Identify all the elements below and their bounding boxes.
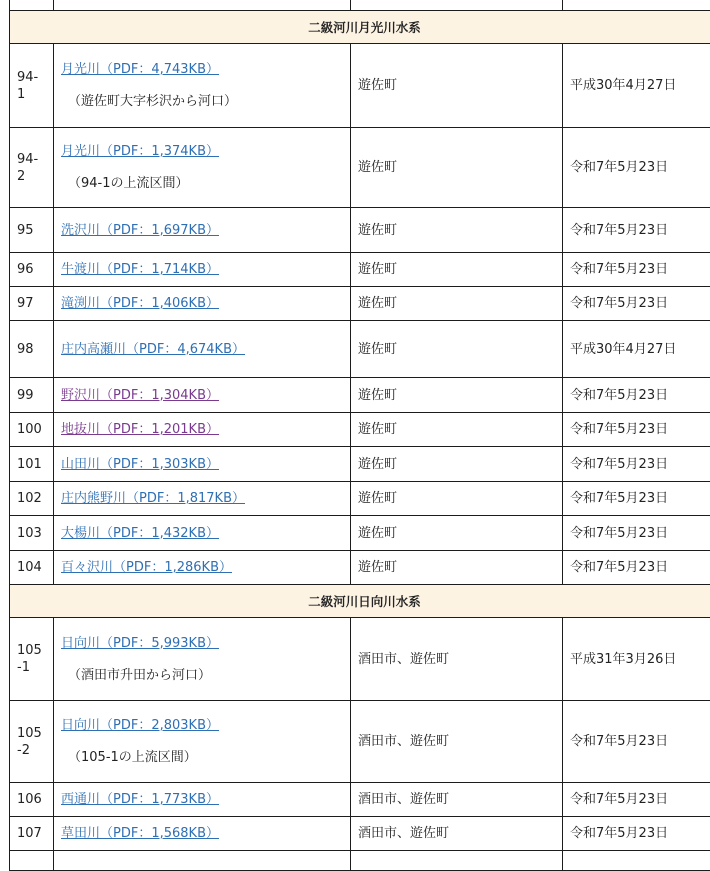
cell-date: 令和7年5月23日 — [563, 817, 710, 851]
cell-area: 遊佐町 — [351, 551, 563, 585]
cell-date: 令和7年5月23日 — [563, 551, 710, 585]
cell-area — [351, 0, 563, 11]
river-pdf-link[interactable]: 滝渕川（PDF：1,406KB） — [61, 296, 219, 311]
table-row — [10, 447, 710, 482]
river-pdf-link[interactable]: 庄内熊野川（PDF：1,817KB） — [61, 491, 245, 506]
table-row — [10, 783, 710, 817]
cell-area: 酒田市、遊佐町 — [351, 701, 563, 783]
cell-area: 酒田市、遊佐町 — [351, 783, 563, 817]
river-pdf-link[interactable]: 大楊川（PDF：1,432KB） — [61, 526, 219, 541]
cell-no: 102 — [10, 482, 54, 516]
cell-date: 令和7年5月23日 — [563, 447, 710, 482]
cell-river — [54, 516, 351, 551]
cell-no: 99 — [10, 378, 54, 413]
cell-date: 令和7年5月23日 — [563, 128, 710, 208]
table-row — [10, 413, 710, 447]
table-row — [10, 321, 710, 378]
cell-area: 遊佐町 — [351, 321, 563, 378]
cell-area: 遊佐町 — [351, 413, 563, 447]
cell-area: 遊佐町 — [351, 253, 563, 287]
cell-area: 遊佐町 — [351, 516, 563, 551]
cell-empty — [563, 851, 710, 871]
river-pdf-link[interactable]: 月光川（PDF：4,743KB） — [61, 62, 219, 77]
cell-river — [54, 44, 351, 128]
table-row — [10, 817, 710, 851]
cell-no: 105-2 — [10, 701, 54, 783]
river-pdf-link[interactable]: 西通川（PDF：1,773KB） — [61, 792, 219, 807]
river-pdf-link[interactable]: 庄内高瀬川（PDF：4,674KB） — [61, 342, 245, 357]
cell-no: 97 — [10, 287, 54, 321]
cell-river — [54, 701, 351, 783]
cell-river — [54, 253, 351, 287]
table-row — [10, 44, 710, 128]
cell-river — [54, 128, 351, 208]
cell-area: 遊佐町 — [351, 128, 563, 208]
table-row — [10, 516, 710, 551]
cell-no: 95 — [10, 208, 54, 253]
table-row-partial — [10, 851, 710, 871]
cell-river — [54, 447, 351, 482]
table-row — [10, 253, 710, 287]
table-row-partial — [10, 0, 710, 11]
cell-date: 令和7年5月23日 — [563, 208, 710, 253]
cell-date: 令和7年5月23日 — [563, 701, 710, 783]
cell-river — [54, 378, 351, 413]
river-pdf-link[interactable]: 山田川（PDF：1,303KB） — [61, 457, 219, 472]
table-row — [10, 618, 710, 701]
cell-no: 106 — [10, 783, 54, 817]
section-note: （遊佐町大字杉沢から河口） — [61, 93, 343, 110]
cell-river — [54, 208, 351, 253]
cell-date — [563, 0, 710, 11]
cell-no — [10, 0, 54, 11]
river-pdf-link[interactable]: 草田川（PDF：1,568KB） — [61, 826, 219, 841]
cell-no: 100 — [10, 413, 54, 447]
cell-date: 令和7年5月23日 — [563, 253, 710, 287]
cell-area: 遊佐町 — [351, 44, 563, 128]
cell-river — [54, 0, 351, 11]
section-header: 二級河川月光川水系 — [10, 11, 710, 44]
table-row — [10, 701, 710, 783]
cell-area: 酒田市、遊佐町 — [351, 618, 563, 701]
table-row — [10, 287, 710, 321]
cell-empty — [54, 851, 351, 871]
cell-river — [54, 551, 351, 585]
river-pdf-link[interactable]: 牛渡川（PDF：1,714KB） — [61, 262, 219, 277]
river-pdf-link[interactable]: 月光川（PDF：1,374KB） — [61, 144, 219, 159]
cell-river — [54, 783, 351, 817]
cell-date: 平成30年4月27日 — [563, 321, 710, 378]
cell-no: 104 — [10, 551, 54, 585]
cell-date: 令和7年5月23日 — [563, 287, 710, 321]
table-row — [10, 128, 710, 208]
cell-no: 94-1 — [10, 44, 54, 128]
cell-no: 105-1 — [10, 618, 54, 701]
cell-area: 遊佐町 — [351, 482, 563, 516]
cell-no: 96 — [10, 253, 54, 287]
table-row — [10, 208, 710, 253]
cell-river — [54, 482, 351, 516]
section-header-row — [10, 585, 710, 618]
cell-date: 平成30年4月27日 — [563, 44, 710, 128]
river-pdf-link[interactable]: 地抜川（PDF：1,201KB） — [61, 422, 219, 437]
river-pdf-link[interactable]: 洗沢川（PDF：1,697KB） — [61, 223, 219, 238]
cell-empty — [351, 851, 563, 871]
table-row — [10, 378, 710, 413]
section-note: （105-1の上流区間） — [61, 749, 343, 766]
cell-no: 101 — [10, 447, 54, 482]
cell-area: 遊佐町 — [351, 287, 563, 321]
cell-river — [54, 321, 351, 378]
cell-river — [54, 413, 351, 447]
river-pdf-link[interactable]: 百々沢川（PDF：1,286KB） — [61, 560, 232, 575]
cell-empty — [10, 851, 54, 871]
river-map-table-body — [10, 0, 710, 871]
cell-date: 令和7年5月23日 — [563, 378, 710, 413]
cell-area: 酒田市、遊佐町 — [351, 817, 563, 851]
cell-river — [54, 287, 351, 321]
section-note: （94-1の上流区間） — [61, 175, 343, 192]
section-header-row — [10, 11, 710, 44]
cell-no: 94-2 — [10, 128, 54, 208]
table-row — [10, 482, 710, 516]
cell-date: 平成31年3月26日 — [563, 618, 710, 701]
cell-area: 遊佐町 — [351, 447, 563, 482]
cell-date: 令和7年5月23日 — [563, 413, 710, 447]
table-row — [10, 551, 710, 585]
river-pdf-link[interactable]: 日向川（PDF：5,993KB） — [61, 636, 219, 651]
cell-river — [54, 618, 351, 701]
cell-date: 令和7年5月23日 — [563, 516, 710, 551]
cell-area: 遊佐町 — [351, 208, 563, 253]
section-header: 二級河川日向川水系 — [10, 585, 710, 618]
cell-date: 令和7年5月23日 — [563, 783, 710, 817]
river-pdf-link[interactable]: 野沢川（PDF：1,304KB） — [61, 388, 219, 403]
section-note: （酒田市升田から河口） — [61, 667, 343, 684]
cell-no: 98 — [10, 321, 54, 378]
cell-no: 103 — [10, 516, 54, 551]
cell-date: 令和7年5月23日 — [563, 482, 710, 516]
river-pdf-link[interactable]: 日向川（PDF：2,803KB） — [61, 718, 219, 733]
cell-area: 遊佐町 — [351, 378, 563, 413]
cell-no: 107 — [10, 817, 54, 851]
cell-river — [54, 817, 351, 851]
river-map-table — [9, 0, 710, 871]
